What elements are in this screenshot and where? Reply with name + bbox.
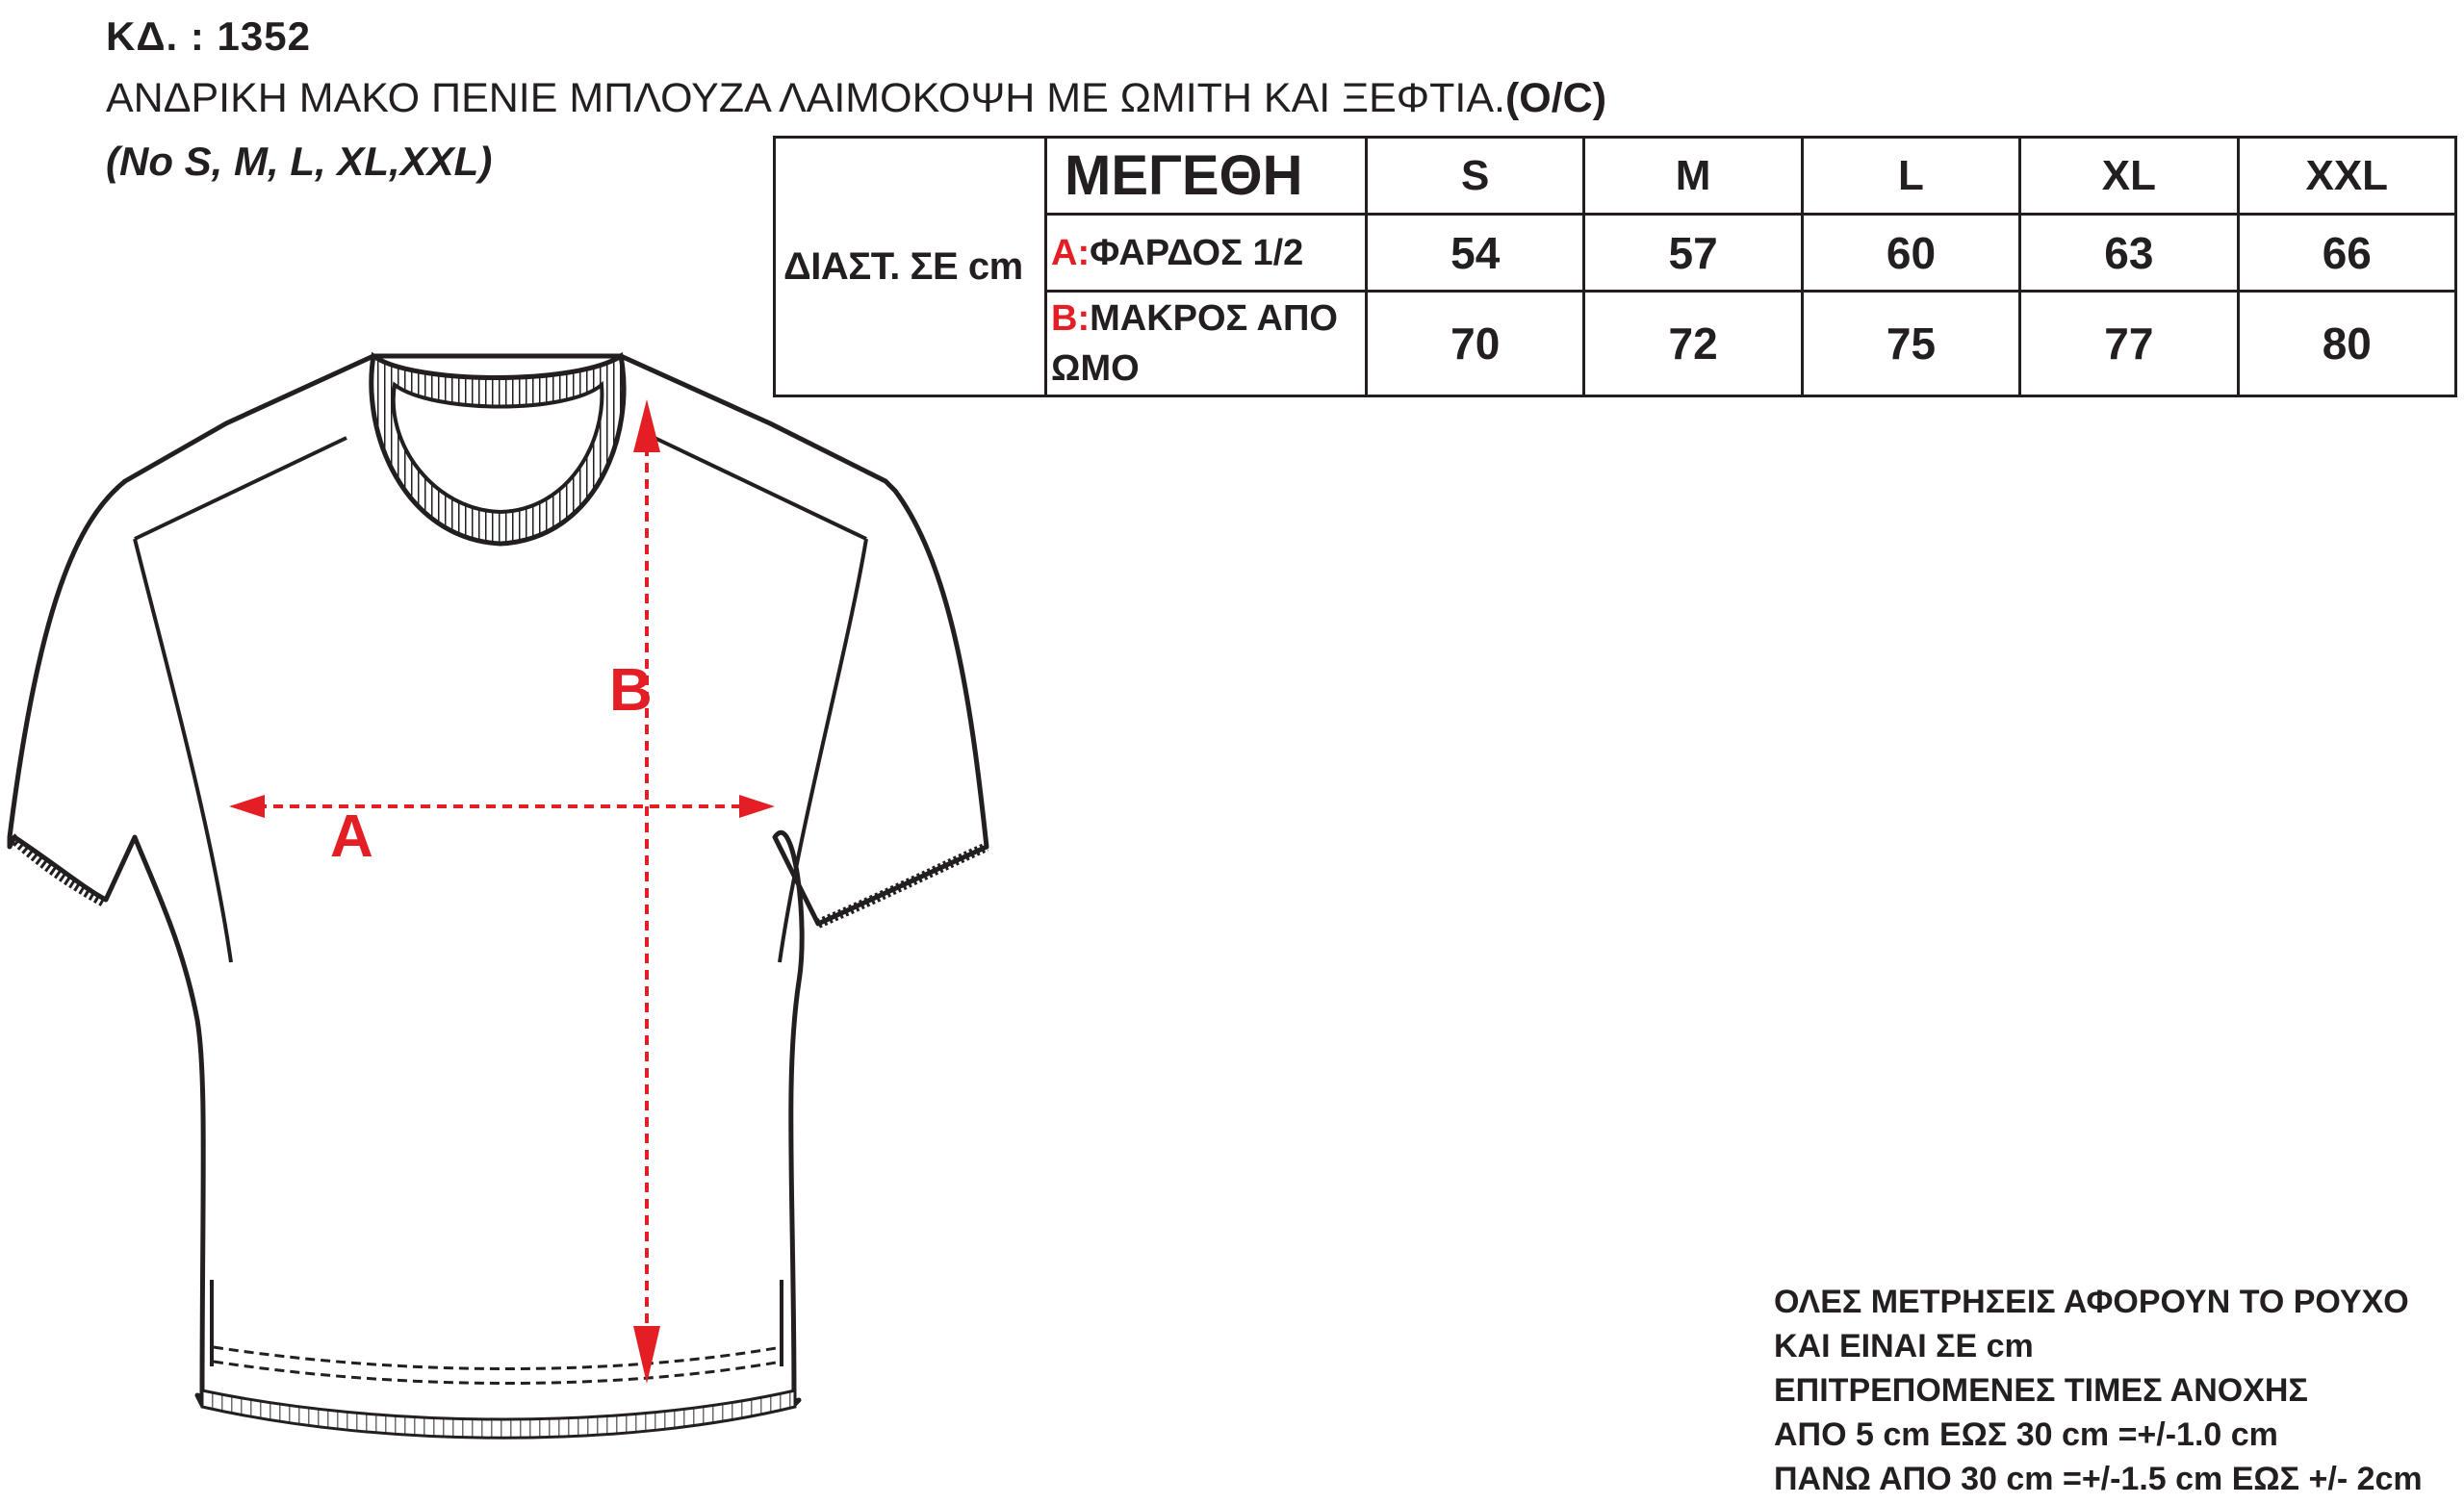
tshirt-diagram (0, 346, 1001, 1463)
size-header-l: L (1802, 138, 2019, 215)
note-line: ΕΠΙΤΡΕΠΟΜΕΝΕΣ ΤΙΜΕΣ ΑΝΟΧΗΣ (1774, 1372, 2308, 1409)
measurement-notes (1774, 1280, 2423, 1501)
width-row-text: ΦΑΡΔΟΣ 1/2 (1090, 232, 1304, 273)
size-header-xl: XL (2020, 138, 2238, 215)
available-sizes-note: (No S, M, L, XL,XXL) (106, 139, 493, 184)
width-row-label (1046, 215, 1367, 292)
product-description (106, 75, 1606, 122)
note-line: ΟΛΕΣ ΜΕΤΡΗΣΕΙΣ ΑΦΟΡΟΥΝ ΤΟ ΡΟΥΧΟ (1774, 1284, 2409, 1320)
width-value-l: 60 (1802, 215, 2019, 292)
width-row-letter: A: (1051, 232, 1091, 273)
product-code: ΚΔ. : 1352 (106, 13, 311, 59)
width-value-xl: 63 (2020, 215, 2238, 292)
product-description-text: ΑΝΔΡΙΚΗ ΜΑΚΟ ΠΕΝΙΕ ΜΠΛΟΥΖΑ ΛΑΙΜΟΚΟΨΗ ΜΕ ΩΜΙΤΗ ΚΑΙ ΞΕΦΤΙΑ. (106, 75, 1505, 121)
length-value-s: 70 (1367, 292, 1584, 396)
size-header-row (775, 138, 2456, 215)
label-a: A (330, 803, 373, 870)
sizes-title: ΜΕΓΕΘΗ (1046, 138, 1367, 215)
length-value-l: 75 (1802, 292, 2019, 396)
length-row-label (1046, 292, 1367, 396)
size-header-xxl: XXL (2238, 138, 2455, 215)
note-line: ΚΑΙ ΕΙΝΑΙ ΣΕ cm (1774, 1328, 2034, 1364)
length-value-xxl: 80 (2238, 292, 2455, 396)
size-header-s: S (1367, 138, 1584, 215)
size-header-m: M (1584, 138, 1802, 215)
length-row-letter: B: (1051, 298, 1091, 339)
note-line: ΠΑΝΩ ΑΠΟ 30 cm =+/-1.5 cm ΕΩΣ +/- 2cm (1774, 1461, 2423, 1497)
size-chart-table (773, 136, 2457, 397)
dimension-unit-label: ΔΙΑΣΤ. ΣΕ cm (775, 138, 1046, 396)
note-line: ΑΠΟ 5 cm ΕΩΣ 30 cm =+/-1.0 cm (1774, 1416, 2278, 1453)
width-value-s: 54 (1367, 215, 1584, 292)
width-value-m: 57 (1584, 215, 1802, 292)
length-row-text: ΜΑΚΡΟΣ ΑΠΟ ΩΜΟ (1051, 298, 1338, 389)
width-value-xxl: 66 (2238, 215, 2455, 292)
length-value-xl: 77 (2020, 292, 2238, 396)
label-b: B (609, 657, 653, 724)
length-value-m: 72 (1584, 292, 1802, 396)
product-description-suffix: (O/C) (1504, 75, 1607, 121)
